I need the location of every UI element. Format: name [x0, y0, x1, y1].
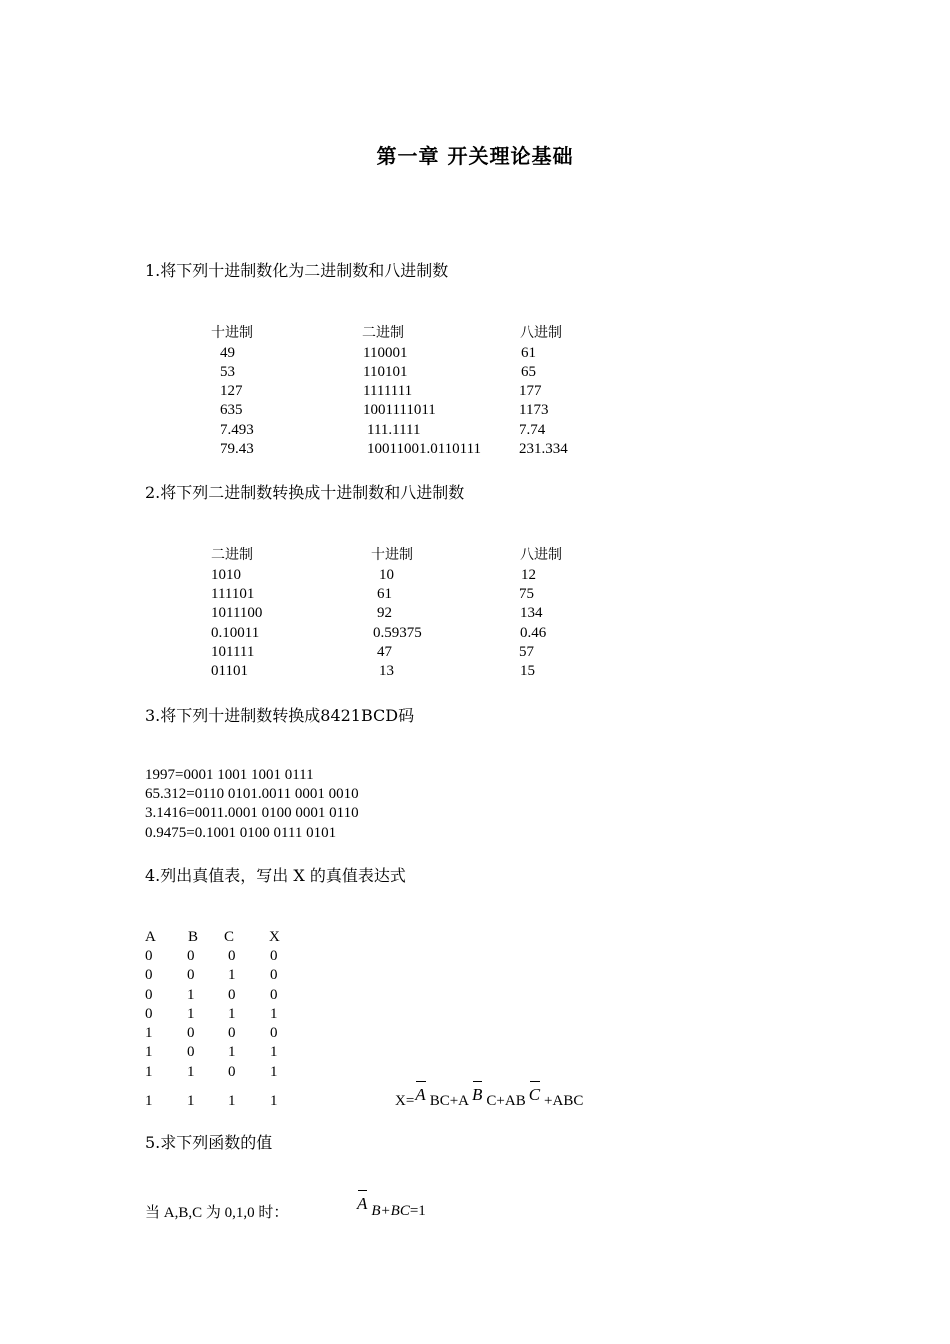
table-cell: 0	[187, 1025, 195, 1041]
question-2: 2.将下列二进制数转换成十进制数和八进制数	[145, 483, 465, 502]
table-cell: 61	[377, 586, 392, 602]
q5-expression	[357, 1195, 426, 1226]
table-cell: 15	[520, 663, 535, 679]
table-cell: 0	[270, 987, 278, 1003]
table-cell: 1	[270, 1044, 278, 1060]
overline-c: C	[529, 1080, 540, 1110]
table-cell: 0	[228, 948, 236, 964]
table-cell: 61	[521, 345, 536, 361]
table-cell: 1	[145, 1044, 153, 1060]
table-cell: 0	[145, 948, 153, 964]
q1-header-decimal: 十进制	[211, 325, 253, 341]
table-cell: 110101	[363, 364, 408, 380]
q2-header-binary: 二进制	[211, 547, 253, 563]
table-cell: 0	[187, 967, 195, 983]
table-cell: 47	[377, 644, 392, 660]
table-cell: 75	[519, 586, 534, 602]
table-cell: 13	[379, 663, 394, 679]
table-cell: 127	[220, 383, 243, 399]
table-cell: 57	[519, 644, 534, 660]
question-3: 3.将下列十进制数转换成8421BCD码	[145, 706, 415, 725]
table-cell: 1	[228, 1093, 236, 1109]
question-4: 4.列出真值表，写出 X 的真值表达式	[145, 866, 406, 885]
q5-expr: B+BC	[371, 1203, 410, 1219]
table-cell: 92	[377, 605, 392, 621]
table-cell: 0.10011	[211, 625, 260, 641]
expr-part3: +ABC	[544, 1093, 584, 1109]
table-cell: 1	[187, 1093, 195, 1109]
table-cell: 177	[519, 383, 542, 399]
table-cell: 1111111	[363, 383, 413, 399]
table-cell: 111101	[211, 586, 255, 602]
table-cell: 0	[228, 1064, 236, 1080]
bcd-line: 0.9475=0.1001 0100 0111 0101	[145, 825, 337, 841]
table-cell: 231.334	[519, 441, 568, 457]
table-cell: 1	[187, 1006, 195, 1022]
expr-part2: C+AB	[486, 1093, 526, 1109]
table-cell: 0.46	[520, 625, 547, 641]
table-cell: 1	[145, 1064, 153, 1080]
table-cell: 635	[220, 402, 243, 418]
table-cell: 1	[187, 987, 195, 1003]
table-cell: 0	[228, 1025, 236, 1041]
question-5: 5.求下列函数的值	[145, 1133, 273, 1152]
table-cell: 0	[145, 1006, 153, 1022]
table-cell: 49	[220, 345, 235, 361]
q1-header-binary: 二进制	[362, 325, 404, 341]
expr-part1: BC+A	[429, 1093, 469, 1109]
q2-header-decimal: 十进制	[371, 547, 413, 563]
q5-result: =1	[409, 1203, 426, 1219]
table-cell: 12	[521, 567, 536, 583]
table-cell: 0	[228, 987, 236, 1003]
truth-header-a: A	[145, 929, 156, 945]
table-cell: 0.59375	[373, 625, 422, 641]
bcd-line: 65.312=0110 0101.0011 0001 0010	[145, 786, 359, 802]
table-cell: 1	[228, 1044, 236, 1060]
table-cell: 53	[220, 364, 235, 380]
table-cell: 0	[187, 1044, 195, 1060]
bcd-line: 1997=0001 1001 1001 0111	[145, 767, 314, 783]
table-cell: 1	[228, 1006, 236, 1022]
table-cell: 7.493	[220, 422, 254, 438]
table-cell: 1	[145, 1093, 153, 1109]
table-cell: 7.74	[519, 422, 546, 438]
table-cell: 1011100	[211, 605, 263, 621]
page-title: 第一章 开关理论基础	[376, 144, 574, 168]
table-cell: 1	[145, 1025, 153, 1041]
table-cell: 65	[521, 364, 536, 380]
table-cell: 0	[270, 967, 278, 983]
table-cell: 134	[520, 605, 543, 621]
table-cell: 10	[379, 567, 394, 583]
table-cell: 1173	[519, 402, 549, 418]
table-cell: 10011001.0110111	[367, 441, 482, 457]
truth-header-x: X	[269, 929, 280, 945]
table-cell: 0	[187, 948, 195, 964]
overline-a: A	[415, 1080, 425, 1110]
table-cell: 1	[228, 967, 236, 983]
q1-header-octal: 八进制	[520, 325, 562, 341]
overline-a: A	[357, 1189, 367, 1219]
q5-condition: 当 A,B,C 为 0,1,0 时：	[145, 1205, 289, 1221]
truth-header-c: C	[224, 929, 235, 945]
table-cell: 79.43	[220, 441, 254, 457]
table-cell: 110001	[363, 345, 408, 361]
overline-b: B	[472, 1080, 482, 1110]
table-cell: 0	[145, 987, 153, 1003]
expr-prefix: X=	[395, 1093, 415, 1109]
table-cell: 0	[270, 1025, 278, 1041]
table-cell: 1	[270, 1064, 278, 1080]
table-cell: 0	[145, 967, 153, 983]
table-cell: 1001111011	[363, 402, 436, 418]
table-cell: 1	[270, 1006, 278, 1022]
truth-header-b: B	[188, 929, 199, 945]
q2-header-octal: 八进制	[520, 547, 562, 563]
bcd-line: 3.1416=0011.0001 0100 0001 0110	[145, 805, 359, 821]
table-cell: 01101	[211, 663, 248, 679]
question-1: 1.将下列十进制数化为二进制数和八进制数	[145, 261, 449, 280]
table-cell: 1010	[211, 567, 241, 583]
table-cell: 101111	[211, 644, 255, 660]
x-expression	[395, 1085, 583, 1116]
table-cell: 1	[270, 1093, 278, 1109]
table-cell: 1	[187, 1064, 195, 1080]
table-cell: 111.1111	[367, 422, 421, 438]
table-cell: 0	[270, 948, 278, 964]
